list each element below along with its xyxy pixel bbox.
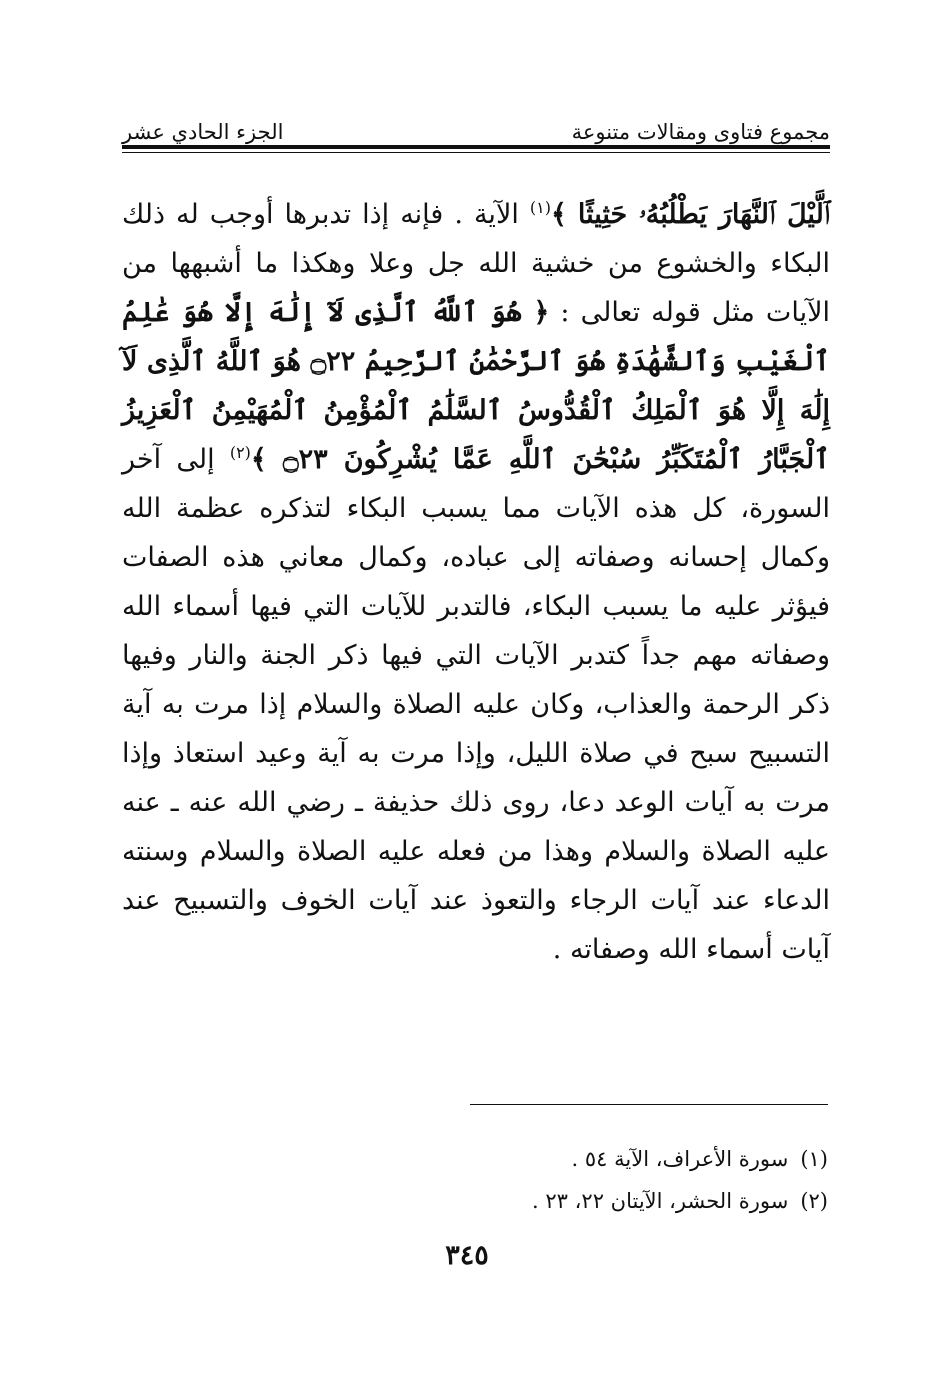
footnote-number: (١) [800, 1147, 828, 1171]
header-volume: الجزء الحادي عشر [122, 120, 284, 144]
footnote-1 [122, 1138, 828, 1180]
quran-verse-1: ٱلَّيْلَ ٱلنَّهَارَ يَطْلُبُهُۥ حَثِيثًا [577, 199, 830, 230]
body-paragraph [122, 190, 830, 974]
body-text [122, 190, 830, 974]
footnote-ref-1: (١) [529, 198, 551, 217]
footnote-text: سورة الأعراف، الآية ٥٤ . [571, 1147, 789, 1171]
page-number: ٣٤٥ [445, 1240, 489, 1271]
header-rule [122, 145, 830, 149]
footnote-number: (٢) [800, 1189, 828, 1213]
footnotes [122, 1138, 828, 1222]
quran-close-bracket-2: ﴾ [250, 444, 267, 475]
quran-open-bracket-2: ﴿ [533, 297, 550, 328]
footnote-2 [122, 1180, 828, 1222]
footnote-text: سورة الحشر، الآيتان ٢٢، ٢٣ . [532, 1189, 789, 1213]
body-segment-1: الآية . فإنه إذا تدبرها أوجب له ذلك البكاء والخشوع من خشية الله جل وعلا وهكذا ما أشبهها من الآيات مثل قوله تعالى : [122, 199, 830, 328]
footnote-ref-2: (٢) [229, 443, 251, 462]
running-header [122, 110, 830, 144]
header-book-title: مجموع فتاوى ومقالات متنوعة [571, 120, 830, 144]
header-rule-thin [122, 152, 830, 153]
footnote-rule [470, 1104, 828, 1105]
body-segment-2: إلى آخر السورة، كل هذه الآيات مما يسبب البكاء لتذكره عظمة الله وكمال إحسانه وصفاته إلى عباده، وكمال معاني هذه الصفات فيؤثر عليه ما يسبب البكاء، فالتدبر للآيات التي فيها أسماء الله وصفاته مهم جداً كتدبر الآيات التي فيها ذكر الجنة والنار وفيها ذكر الرحمة والعذاب، وكان عليه الصلاة والسلام إذا مرت به آية التسبيح سبح في صلاة الليل، وإذا مرت به آية وعيد استعاذ وإذا مرت به آيات الوعد دعا، روى ذلك حذيفة ـ رضي الله عنه ـ عنه عليه الصلاة والسلام وهذا من فعله عليه الصلاة والسلام وسنته الدعاء عند آيات الرجاء والتعوذ عند آيات الخوف والتسبيح عند آيات أسماء الله وصفاته . [122, 444, 830, 965]
quran-verse-2: هُوَ ٱللَّهُ ٱلَّذِى لَآ إِلَٰهَ إِلَّا هُوَ عَٰلِمُ ٱلْغَيْبِ وَٱلشَّهَٰدَةِ هُوَ ٱلرَّحْمَٰنُ ٱلرَّحِيمُ ۝٢٢ هُوَ ٱللَّهُ ٱلَّذِى لَآ إِلَٰهَ إِلَّا هُوَ ٱلْمَلِكُ ٱلْقُدُّوسُ ٱلسَّلَٰمُ ٱلْمُؤْمِنُ ٱلْمُهَيْمِنُ ٱلْعَزِيزُ ٱلْجَبَّارُ ٱلْمُتَكَبِّرُ سُبْحَٰنَ ٱللَّهِ عَمَّا يُشْرِكُونَ ۝٢٣ [122, 297, 830, 475]
quran-close-bracket-1: ﴾ [550, 199, 567, 230]
